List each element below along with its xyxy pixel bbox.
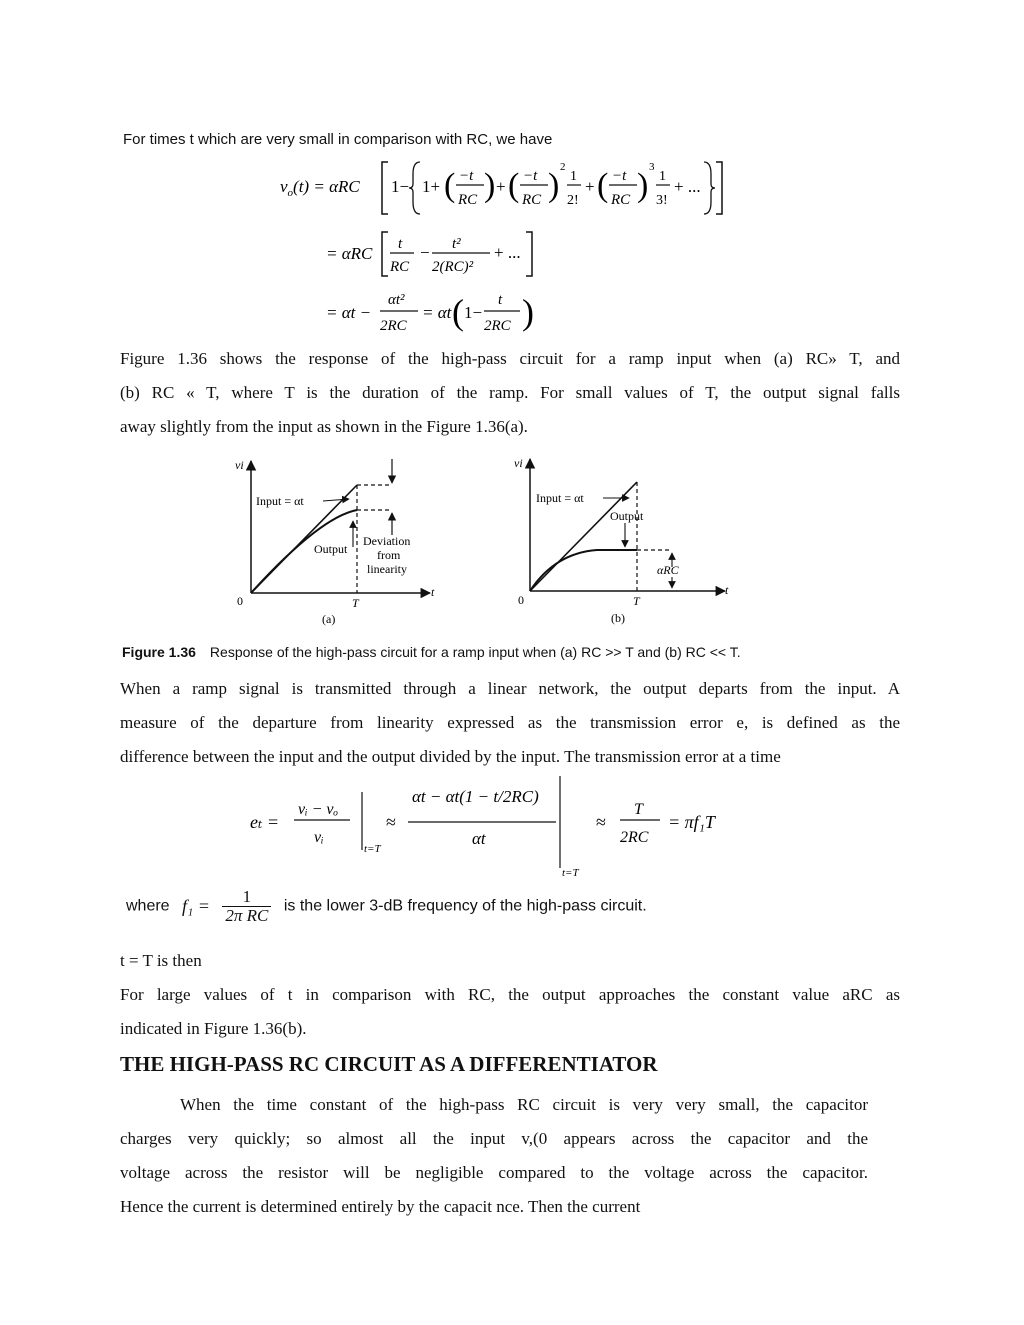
f1-den: 2π RC [225, 906, 269, 925]
origin-label: 0 [237, 594, 243, 608]
where-line [126, 888, 647, 925]
svg-text:+ ...: + ... [494, 243, 521, 262]
svg-text:αt²: αt² [388, 292, 405, 308]
svg-text:−t: −t [459, 168, 474, 184]
input-label: Input = αt [536, 491, 584, 505]
eval-sub: t=T [364, 843, 381, 855]
y-axis-label: vi [514, 456, 523, 470]
figure-caption [122, 644, 741, 660]
paragraph-line: voltage across the resistor will be negligible compared to the voltage across the capacitor. [120, 1163, 868, 1182]
svg-text:): ) [484, 167, 496, 204]
input-label: Input = αt [256, 494, 304, 508]
equation-vo-svg [280, 152, 740, 342]
paragraph-line: When the time constant of the high-pass RC circuit is very very small, the capacitor [180, 1095, 868, 1114]
svg-text:): ) [522, 292, 534, 332]
section-heading: THE HIGH-PASS RC CIRCUIT AS A DIFFERENTIATOR [120, 1052, 658, 1076]
svg-text:): ) [637, 167, 649, 204]
paragraph-large-t [120, 978, 900, 1046]
deviation-label: Deviation [363, 534, 411, 548]
svg-text:+: + [496, 177, 506, 196]
y-axis-label: vi [235, 458, 244, 472]
origin-label: 0 [518, 593, 524, 607]
svg-text:3: 3 [649, 161, 655, 173]
sub-label-b: (b) [611, 611, 625, 625]
paragraph-line: Hence the current is determined entirely by the capacit nce. Then the current [120, 1197, 641, 1216]
svg-text:1+: 1+ [422, 177, 441, 196]
svg-text:2RC: 2RC [380, 318, 407, 334]
svg-text:): ) [548, 167, 560, 204]
where-rest: is the lower 3-dB frequency of the high-pass circuit. [283, 897, 647, 915]
svg-text:= αt −: = αt − [326, 303, 372, 322]
svg-text:(: ( [508, 167, 520, 204]
paragraph-line: When a ramp signal is transmitted through a linear network, the output departs from the input. A [120, 679, 900, 698]
x-axis-label: t [431, 585, 435, 599]
frac1-num: vᵢ − vₒ [298, 801, 339, 818]
duration-label: T [352, 596, 359, 610]
paragraph-line: (b) RC « T, where T is the duration of the ramp. For small values of T, the output signal falls [120, 383, 900, 402]
paragraph-line: difference between the input and the output divided by the input. The transmission error at a time [120, 747, 781, 766]
frac1-den: vᵢ [314, 829, 324, 846]
f1-label: f₁ = [182, 896, 210, 916]
f1-fraction [222, 888, 271, 925]
frac3-den: 2RC [620, 829, 649, 846]
equation-et-svg [250, 770, 770, 882]
approx-sign: ≈ [596, 812, 606, 832]
deviation-label: from [377, 548, 401, 562]
duration-label: T [633, 594, 640, 608]
svg-text:t²: t² [452, 236, 461, 252]
paragraph-line: charges very quickly; so almost all the input v,(0 appears across the capacitor and the [120, 1129, 868, 1148]
figure-panel-b [514, 456, 729, 625]
svg-text:= αt: = αt [422, 303, 452, 322]
paragraph-line: measure of the departure from linearity expressed as the transmission error e, is defined as the [120, 713, 900, 732]
svg-text:−t: −t [612, 168, 627, 184]
svg-text:−t: −t [523, 168, 538, 184]
figure-panel-a [235, 458, 435, 626]
paragraph-transmission-error [120, 672, 900, 774]
paragraph-differentiator [120, 1088, 868, 1224]
paragraph-line: indicated in Figure 1.36(b). [120, 1019, 307, 1038]
svg-text:2(RC)²: 2(RC)² [432, 259, 474, 275]
svg-text:RC: RC [522, 192, 542, 208]
intro-small-t: For times t which are very small in comparison with RC, we have [123, 131, 553, 148]
output-label: Output [610, 509, 644, 523]
paragraph-line: For large values of t in comparison with RC, the output approaches the constant value aRC as [120, 985, 900, 1004]
svg-text:1: 1 [659, 169, 666, 184]
frac3-num: T [634, 801, 643, 818]
sub-label-a: (a) [322, 612, 336, 626]
where-word: where [126, 897, 170, 915]
svg-text:−: − [420, 243, 430, 262]
svg-text:2RC: 2RC [484, 318, 511, 334]
f1-num: 1 [222, 888, 271, 907]
svg-text:t: t [398, 236, 403, 252]
figure-caption-number: Figure 1.36 [122, 644, 196, 660]
paragraph-figure-intro [120, 342, 900, 444]
paragraph-line: away slightly from the input as shown in the Figure 1.36(a). [120, 417, 528, 436]
svg-text:+ ...: + ... [674, 177, 701, 196]
eval-sub: t=T [562, 867, 579, 879]
figure-1-36 [225, 455, 745, 630]
svg-text:3!: 3! [656, 193, 668, 208]
svg-text:2: 2 [560, 161, 566, 173]
svg-text:(: ( [597, 167, 609, 204]
paragraph-line: Figure 1.36 shows the response of the high-pass circuit for a ramp input when (a) RC» T, and [120, 349, 900, 368]
approx-sign: ≈ [386, 812, 396, 832]
svg-text:1−: 1− [391, 177, 410, 196]
svg-text:(: ( [444, 167, 456, 204]
result: = πf₁T [668, 812, 715, 832]
deviation-label: linearity [367, 562, 407, 576]
frac2-num: αt − αt(1 − t/2RC) [412, 787, 539, 806]
svg-text:(: ( [452, 292, 464, 332]
svg-text:1: 1 [570, 169, 577, 184]
svg-text:RC: RC [458, 192, 478, 208]
svg-text:1−: 1− [464, 303, 483, 322]
t-equals-T-line: t = T is then [120, 951, 202, 970]
figure-caption-text: Response of the high-pass circuit for a ramp input when (a) RC >> T and (b) RC << T. [209, 644, 741, 660]
svg-text:= αRC: = αRC [326, 244, 373, 263]
svg-text:+: + [585, 177, 595, 196]
output-label: Output [314, 542, 348, 556]
svg-text:vo(t) = αRC: $v_o(t) = \alpha RC$ [280, 177, 360, 199]
x-axis-label: t [725, 583, 729, 597]
svg-text:RC: RC [390, 259, 410, 275]
arc-label: αRC [657, 563, 679, 577]
et-label: eₜ = [250, 812, 280, 832]
svg-text:t: t [498, 292, 503, 308]
frac2-den: αt [472, 829, 486, 848]
svg-text:2!: 2! [567, 193, 579, 208]
svg-text:RC: RC [611, 192, 631, 208]
